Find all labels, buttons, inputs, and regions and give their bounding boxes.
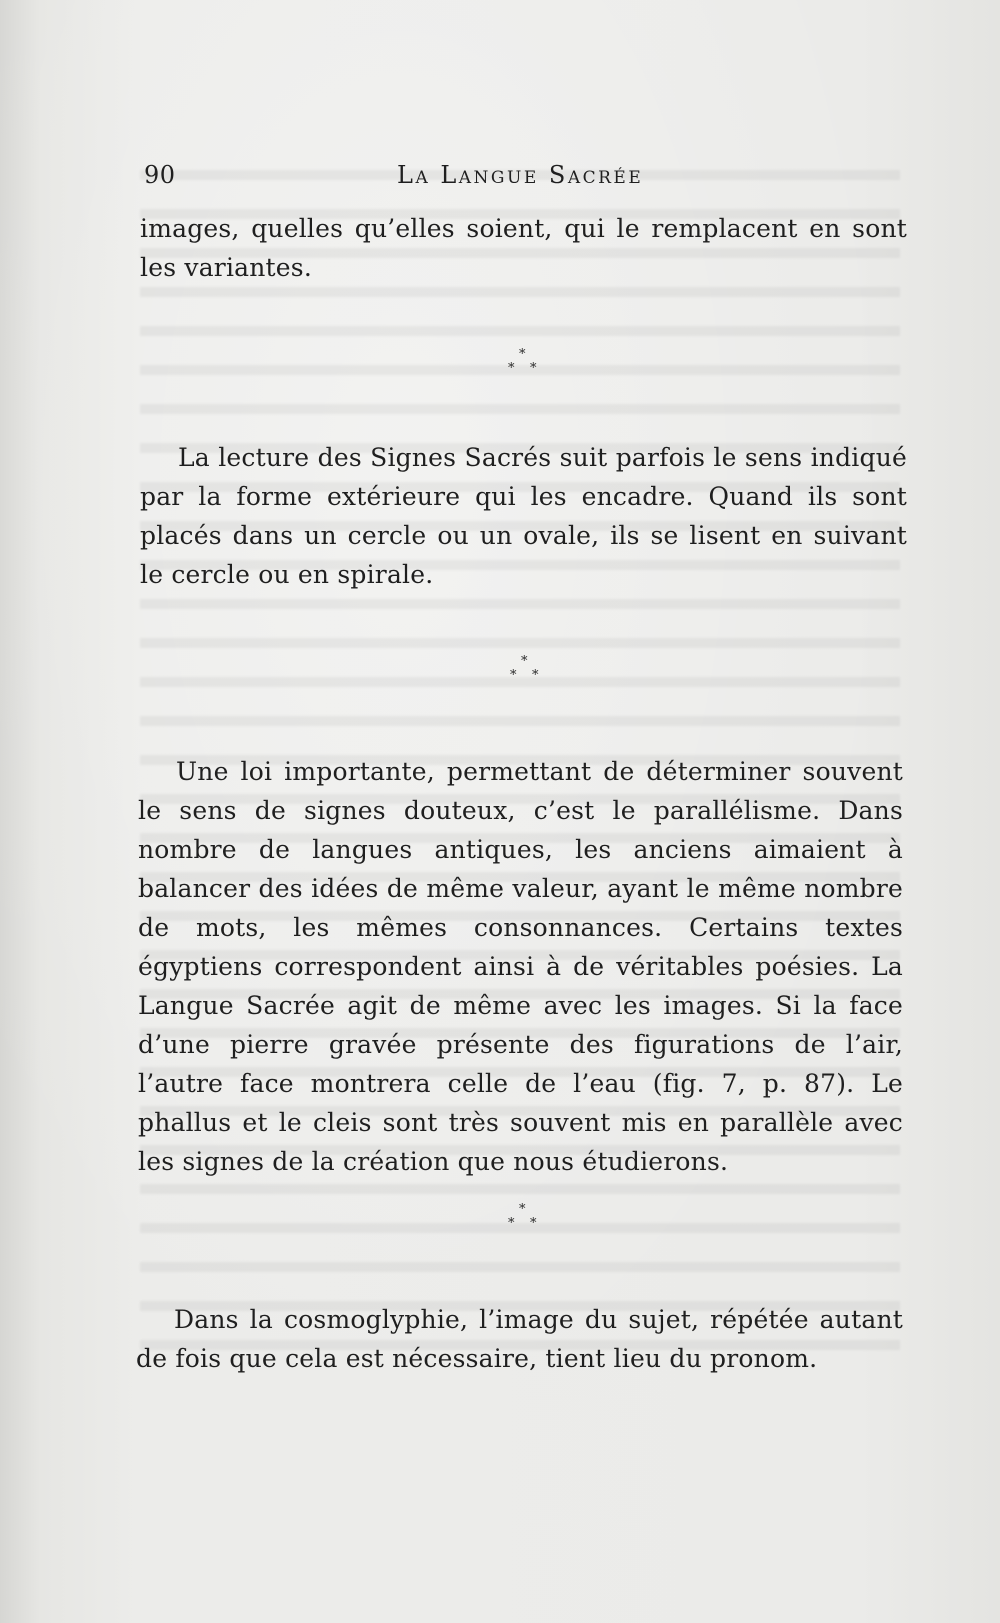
separator-star: * (530, 1216, 537, 1231)
separator-star: * (508, 361, 515, 376)
separator-star: * (532, 668, 539, 683)
paragraph-cosmoglyphie: Dans la cosmoglyphie, l’image du sujet, répétée autant de fois que cela est nécessaire, tient lieu du pronom. (136, 1305, 903, 1373)
asterism-separator-1 (496, 348, 556, 378)
asterism-separator-3 (496, 1203, 556, 1233)
running-header (140, 160, 900, 190)
page-number: 90 (144, 161, 176, 189)
separator-star: * (530, 361, 537, 376)
running-title: La Langue Sacrée (397, 161, 644, 189)
separator-star: * (521, 654, 528, 669)
separator-star: * (508, 1216, 515, 1231)
paragraph-continuation: images, quelles qu’elles soient, qui le remplacent en sont les variantes. (140, 214, 907, 282)
paragraph-parallelism: Une loi importante, permettant de déterminer souvent le sens de signes douteux, c’est le parallélisme. Dans nombre de langues antiques, les anciens aimaient à balancer des idées de même valeur, ayant le même nombre de mots, les mêmes consonnances. Certains textes égyptiens correspondent ainsi à de véritables poésies. La Langue Sacrée agit de même avec les images. Si la face d’une pierre gravée présente des figurations de l’air, l’autre face montrera celle de l’eau (fig. 7, p. 87). Le phallus et le cleis sont très souvent mis en parallèle avec les signes de la création que nous étudierons. (138, 757, 903, 1176)
paragraph-reading-direction: La lecture des Signes Sacrés suit parfois le sens indiqué par la forme extérieure qui les encadre. Quand ils sont placés dans un cercle ou un ovale, ils se lisent en suivant le cercle ou en spirale. (140, 443, 907, 589)
separator-star: * (519, 347, 526, 362)
separator-star: * (519, 1202, 526, 1217)
asterism-separator-2 (498, 655, 558, 685)
separator-star: * (510, 668, 517, 683)
